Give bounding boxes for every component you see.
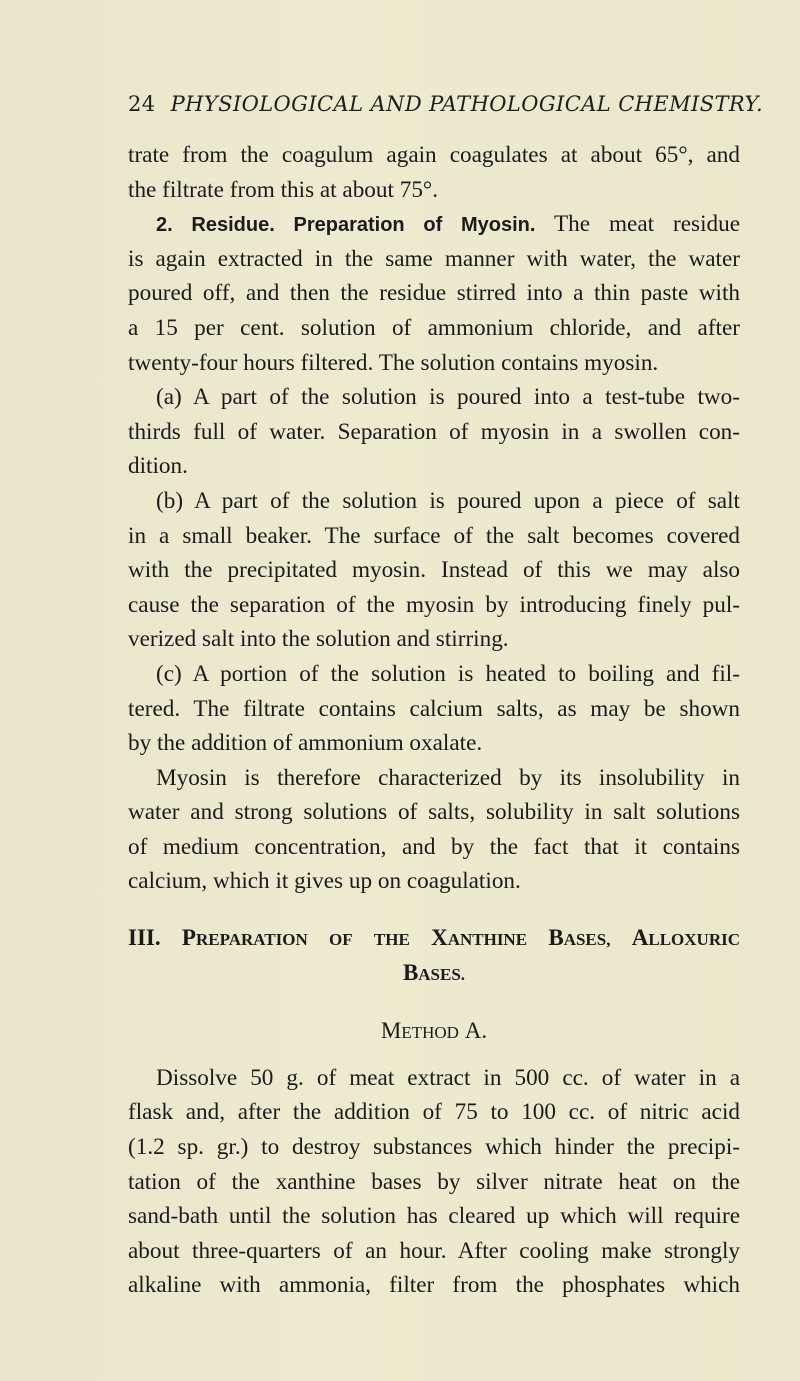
heading-cap: B xyxy=(548,925,564,951)
item-label-b: (b) xyxy=(156,487,184,514)
text-line: Myosin is therefore characterized by its insolubility in xyxy=(156,764,740,791)
heading-word: THE xyxy=(373,930,410,950)
text-line: is again extracted in the same manner with water, the water xyxy=(128,245,740,272)
text-line xyxy=(128,484,740,519)
running-header xyxy=(128,92,764,116)
section-numeral: III. xyxy=(128,925,161,951)
text-line xyxy=(128,207,740,242)
spacer xyxy=(128,899,740,921)
heading-word xyxy=(548,925,610,951)
heading-cap: B xyxy=(402,959,419,985)
page-number: 24 xyxy=(128,92,156,116)
text-line: (1.2 sp. gr.) to destroy substances which hinder the precipi- xyxy=(128,1134,740,1161)
text-line: calcium, which it gives up on coagulation. xyxy=(128,868,521,895)
text-line: the filtrate from this at about 75°. xyxy=(128,176,438,203)
text-line: alkaline with ammonia, filter from the phosphates which xyxy=(128,1272,740,1299)
text-line: flask and, after the addition of 75 to 100 cc. of nitric acid xyxy=(128,1099,740,1126)
heading-word: OF xyxy=(329,930,353,950)
item-label-a: (a) xyxy=(156,384,182,411)
heading-rest: ASES, xyxy=(563,930,611,950)
text-fragment: A portion of the solution is heated to boiling and fil- xyxy=(192,660,740,687)
heading-cap: X xyxy=(431,925,448,951)
residue-heading: 2. Residue. Preparation of Myosin. xyxy=(156,214,536,237)
text-line: sand-bath until the solution has cleared up which will require xyxy=(128,1203,740,1230)
text-line: a 15 per cent. solution of ammonium chloride, and after xyxy=(128,314,740,341)
text-line xyxy=(128,657,740,692)
heading-rest: LLOXURIC xyxy=(648,930,740,950)
text-line: by the addition of ammonium oxalate. xyxy=(128,730,483,757)
method-heading xyxy=(128,1014,740,1049)
running-title: PHYSIOLOGICAL AND PATHOLOGICAL CHEMISTRY. xyxy=(170,92,764,116)
text-line: in a small beaker. The surface of the salt becomes covered xyxy=(128,522,740,549)
heading-word xyxy=(431,925,527,951)
page-body xyxy=(128,138,740,1303)
heading-rest: ASES. xyxy=(418,964,466,984)
text-line: with the precipitated myosin. Instead of this we may also xyxy=(128,557,740,584)
text-line: tered. The filtrate contains calcium salts, as may be shown xyxy=(128,695,740,722)
heading-cap: M xyxy=(380,1018,402,1044)
text-line: trate from the coagulum again coagulates at about 65°, and xyxy=(128,142,740,168)
section-heading xyxy=(128,921,740,956)
text-line: Dissolve 50 g. of meat extract in 500 cc. of water in a xyxy=(156,1064,740,1091)
text-line: poured off, and then the residue stirred into a thin paste with xyxy=(128,280,740,307)
text-line: tation of the xanthine bases by silver nitrate heat on the xyxy=(128,1168,740,1195)
text-line: cause the separation of the myosin by introducing finely pul- xyxy=(128,591,740,618)
section-heading-cont xyxy=(128,956,740,991)
heading-word xyxy=(182,925,308,951)
text-fragment: A part of the solution is poured into a test-tube two- xyxy=(192,384,740,411)
text-line: thirds full of water. Separation of myosin in a swollen con- xyxy=(128,418,740,445)
text-line: water and strong solutions of salts, solubility in salt solutions xyxy=(128,799,740,826)
spacer xyxy=(128,990,740,1014)
text-line xyxy=(128,380,740,415)
heading-cap: A xyxy=(631,925,649,951)
heading-word xyxy=(632,925,740,951)
text-fragment: The meat residue xyxy=(553,211,740,238)
text-line: verized salt into the solution and stirring. xyxy=(128,626,509,653)
spacer xyxy=(128,1049,740,1061)
heading-rest: ETHOD xyxy=(401,1023,459,1043)
text-fragment: A part of the solution is poured upon a piece of salt xyxy=(194,487,740,514)
method-letter: A. xyxy=(464,1018,488,1044)
heading-cap: P xyxy=(181,925,196,951)
text-line: of medium concentration, and by the fact that it contains xyxy=(128,833,740,860)
text-line: dition. xyxy=(128,453,188,480)
text-line: about three-quarters of an hour. After cooling make strongly xyxy=(128,1237,740,1264)
heading-rest: REPARATION xyxy=(195,930,308,950)
item-label-c: (c) xyxy=(156,660,182,687)
text-line: twenty-four hours filtered. The solution contains myosin. xyxy=(128,349,659,376)
heading-rest: ANTHINE xyxy=(447,930,528,950)
